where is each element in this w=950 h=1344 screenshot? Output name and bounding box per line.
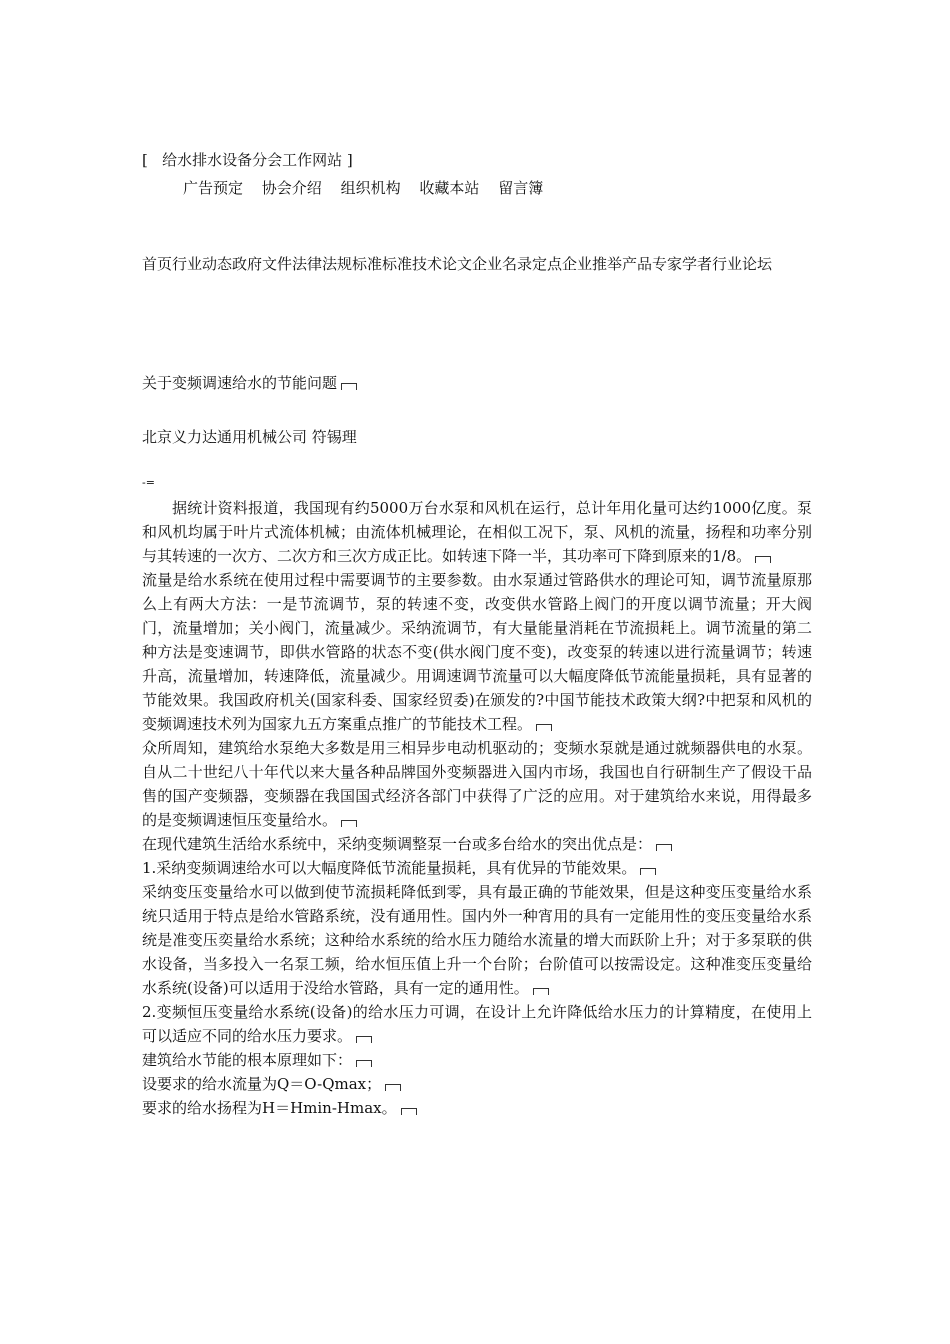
paragraph-text: 在现代建筑生活给水系统中，采纳变频调整泵一台或多台给水的突出优点是：	[142, 835, 653, 853]
line-break-mark	[401, 1108, 417, 1115]
paragraph	[142, 1000, 812, 1048]
article-title-text: 关于变频调速给水的节能问题	[142, 374, 338, 392]
line-break-mark	[356, 1036, 372, 1043]
paragraph-text: 1.采纳变频调速给水可以大幅度降低节流能量损耗，具有优异的节能效果。	[142, 859, 637, 877]
paragraph-text: 据统计资料报道，我国现有约5000万台水泵和风机在运行，总计年用化量可达约1000亿度。泵和风机均属于叶片式流体机械；由流体机械理论，在相似工况下，泵、风机的流量，扬程和功率分别与其转速的一次方、二次方和三次方成正比。如转速下降一半，其功率可下降到原来的1/8。	[142, 499, 812, 565]
line-break-mark	[356, 1060, 372, 1067]
line-break-mark	[533, 988, 549, 995]
paragraph-text: 要求的给水扬程为H＝Hmin-Hmax。	[142, 1099, 397, 1117]
article-author: 北京义力达通用机械公司 符锡理	[142, 428, 357, 446]
line-break-mark	[755, 556, 771, 563]
site-title: [ 给水排水设备分会工作网站 ]	[142, 151, 353, 169]
line-break-mark	[341, 820, 357, 827]
paragraph-text: 建筑给水节能的根本原理如下：	[142, 1051, 353, 1069]
line-break-mark	[656, 844, 672, 851]
paragraph	[142, 496, 812, 568]
paragraph	[142, 1048, 812, 1072]
section-marker: -=	[142, 476, 155, 489]
line-break-mark	[341, 383, 357, 390]
paragraph-text: 2.变频恒压变量给水系统(设备)的给水压力可调，在设计上允许降低给水压力的计算精度，在使用上可以适应不同的给水压力要求。	[142, 1003, 812, 1045]
link-association-intro[interactable]: 协会介绍	[261, 179, 322, 197]
paragraph	[142, 1096, 812, 1120]
paragraph	[142, 856, 812, 880]
line-break-mark	[385, 1084, 401, 1091]
paragraph-text: 众所周知，建筑给水泵绝大多数是用三相异步电动机驱动的；变频水泵就是通过就频器供电的水泵。自从二十世纪八十年代以来大量各种品牌国外变频器进入国内市场，我国也自行研制生产了假设干品售的国产变频器，变频器在我国国式经济各部门中获得了广泛的应用。对于建筑给水来说，用得最多的是变频调速恒压变量给水。	[142, 739, 812, 829]
article-title	[142, 372, 357, 394]
paragraph	[142, 736, 812, 832]
article-body	[142, 496, 812, 1120]
link-ad-booking[interactable]: 广告预定	[183, 179, 244, 197]
paragraph-text: 流量是给水系统在使用过程中需要调节的主要参数。由水泵通过管路供水的理论可知，调节流量原那么上有两大方法：一是节流调节，泵的转速不变，改变供水管路上阀门的开度以调节流量；开大阀门，流量增加；关小阀门，流量减少。采纳流调节，有大量能量消耗在节流损耗上。调节流量的第二种方法是变速调节，即供水管路的状态不变(供水阀门度不变)，改变泵的转速以进行流量调节；转速升高，流量增加，转速降低，流量减少。用调速调节流量可以大幅度降低节流能量损耗，具有显著的节能效果。我国政府机关(国家科委、国家经贸委)在颁发的?中国节能技术政策大纲?中把泵和风机的变频调速技术列为国家九五方案重点推广的节能技术工程。	[142, 571, 812, 733]
top-links	[183, 178, 557, 198]
link-bookmark-site[interactable]: 收藏本站	[419, 179, 480, 197]
line-break-mark	[640, 868, 656, 875]
paragraph	[142, 832, 812, 856]
link-guestbook[interactable]: 留言簿	[498, 179, 544, 197]
paragraph	[142, 568, 812, 736]
paragraph	[142, 880, 812, 1000]
link-organization[interactable]: 组织机构	[340, 179, 401, 197]
main-nav[interactable]: 首页行业动态政府文件法律法规标准标准技术论文企业名录定点企业推举产品专家学者行业论坛	[142, 255, 773, 273]
paragraph-text: 采纳变压变量给水可以做到使节流损耗降低到零，具有最正确的节能效果，但是这种变压变量给水系统只适用于特点是给水管路系统，没有通用性。国内外一种宵用的具有一定能用性的变压变量给水系统是准变压奕量给水系统；这种给水系统的给水压力随给水流量的增大而跃阶上升；对于多泵联的供水设备，当多投入一名泵工频，给水恒压值上升一个台阶；台阶值可以按需设定。这种准变压变量给水系统(设备)可以适用于没给水管路，具有一定的通用性。	[142, 883, 812, 997]
paragraph-text: 设要求的给水流量为Q＝O-Qmax；	[142, 1075, 382, 1093]
line-break-mark	[536, 724, 552, 731]
paragraph	[142, 1072, 812, 1096]
